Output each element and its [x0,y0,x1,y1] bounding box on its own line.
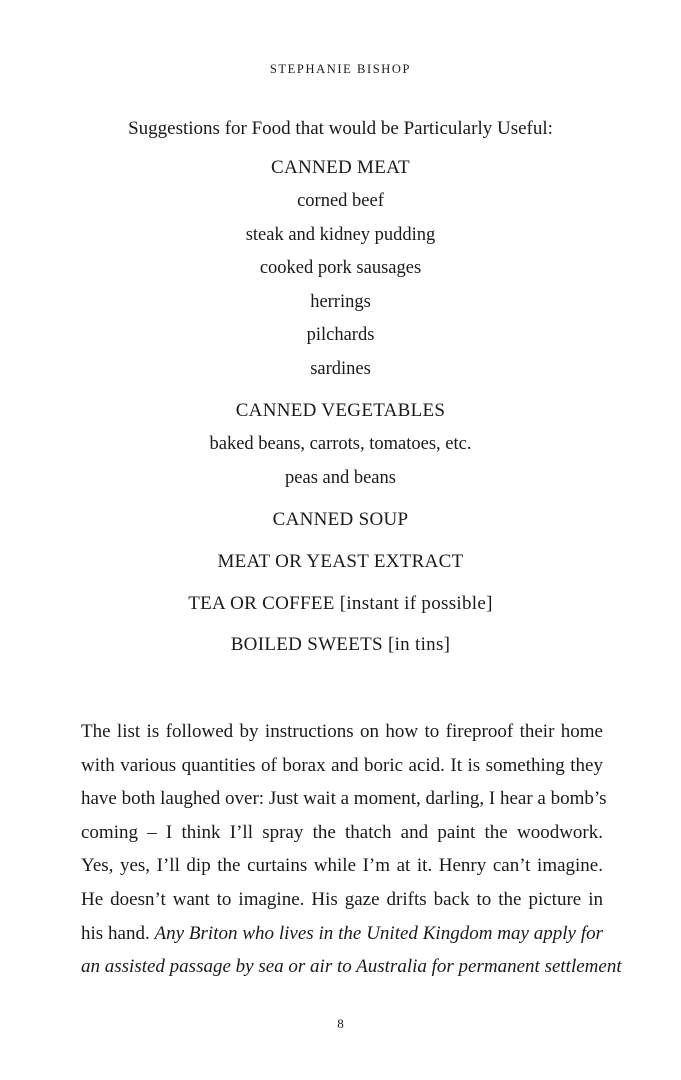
body-line: have both laughed over: Just wait a moment, darling, I hear a bomb’s [81,788,607,810]
body-line-italic [81,950,622,984]
food-item: baked beans, carrots, tomatoes, etc. [209,434,472,454]
food-category: CANNED VEGETABLES [235,400,446,421]
food-item: sardines [310,359,371,379]
food-item: steak and kidney pudding [245,225,436,245]
food-category: BOILED SWEETS [in tins] [230,634,451,655]
food-item: peas and beans [285,468,396,488]
body-line: coming – I think I’ll spray the thatch and paint the woodwork. [81,821,603,843]
body-line-mixed [81,917,603,951]
page-number: 8 [337,1016,344,1031]
food-item: herrings [310,292,371,312]
list-intro: Suggestions for Food that would be Particularly Useful: [128,118,553,139]
body-line-start: his hand. [81,922,150,944]
body-line: He doesn’t want to imagine. His gaze drifts back to the picture in [81,888,603,910]
italic-quote-end: an assisted passage by sea or air to Australia for permanent settlement [81,956,622,978]
food-item: pilchards [306,325,375,345]
food-category: TEA OR COFFEE [instant if possible] [188,593,493,614]
food-category: CANNED SOUP [272,509,409,530]
food-item: corned beef [297,191,384,211]
body-line: The list is followed by instructions on how to fireproof their home [81,721,603,742]
body-line: Yes, yes, I’ll dip the curtains while I’m at it. Henry can’t imagine. [81,855,603,877]
running-head: STEPHANIE BISHOP [269,62,412,76]
food-category: MEAT OR YEAST EXTRACT [217,551,464,572]
body-line: with various quantities of borax and boric acid. It is something they [81,754,603,776]
food-item: cooked pork sausages [259,258,422,278]
body-paragraph [81,715,622,984]
italic-quote: Any Briton who lives in the United Kingdom may apply for [154,922,603,944]
food-category: CANNED MEAT [271,157,410,178]
